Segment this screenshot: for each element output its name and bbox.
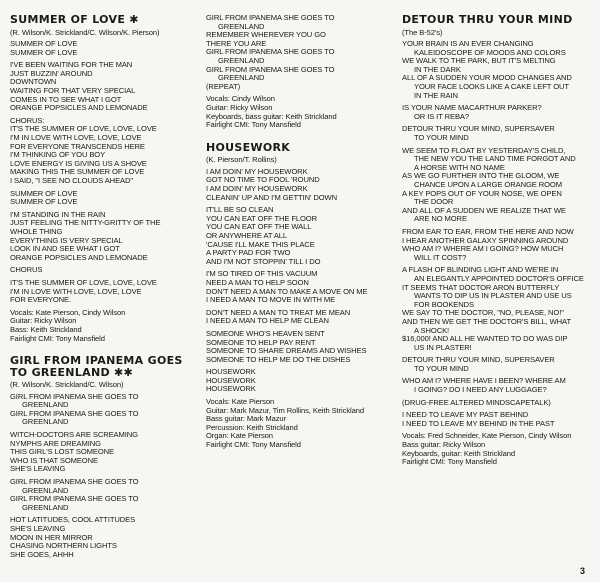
lyrics-body	[10, 393, 193, 560]
lyric-line: DETOUR THRU YOUR MIND, SUPERSAVER	[402, 124, 555, 134]
song-title: GIRL FROM IPANEMA GOES TO GREENLAND ✱✱	[10, 354, 183, 379]
lyric-line: A SHOCK!	[414, 325, 450, 335]
lyric-line: I'M IN LOVE WITH LOVE, LOVE, LOVE	[10, 133, 142, 143]
personnel-line: Vocals: Fred Schneider, Kate Pierson, Cindy Wilson	[402, 431, 572, 441]
lyric-line: HOUSEWORK	[206, 375, 256, 385]
lyric-line: WE SAY TO THE DOCTOR, "NO, PLEASE, NO!"	[402, 308, 564, 318]
song-title: SUMMER OF LOVE ✱	[10, 13, 139, 26]
song-block	[10, 14, 193, 343]
lyrics-column-3	[402, 14, 592, 467]
lyric-line: I HEAR ANOTHER GALAXY SPINNING AROUND	[402, 235, 569, 245]
lyric-line: AS WE GO FURTHER INTO THE GLOOM, WE	[402, 171, 560, 181]
lyric-line: HOT LATITUDES, COOL ATTITUDES	[10, 515, 136, 525]
personnel-line: Percussion: Keith Strickland	[206, 422, 298, 432]
lyric-line: YOUR BRAIN IS AN EVER CHANGING	[402, 39, 534, 49]
lyric-line: I NEED TO LEAVE MY BEHIND IN THE PAST	[402, 418, 555, 428]
lyric-line: DETOUR THRU YOUR MIND, SUPERSAVER	[402, 355, 555, 365]
lyric-line: CLEANIN' UP AND I'M GETTIN' DOWN	[206, 192, 337, 202]
lyric-line: SHE'S LEAVING	[10, 464, 66, 474]
lyric-line: AN ELEGANTLY APPOINTED DOCTOR'S OFFICE	[414, 273, 584, 283]
lyric-line: KALEIDOSCOPE OF MOODS AND COLORS	[414, 47, 566, 57]
songwriter-credit: (K. Pierson/T. Rollins)	[206, 155, 277, 165]
lyric-line: CHANCE UPON A LARGE ORANGE ROOM	[414, 180, 562, 189]
lyric-line: WHO AM I? WHERE HAVE I BEEN? WHERE AM	[402, 376, 566, 386]
lyric-line: GIRL FROM IPANEMA SHE GOES TO	[10, 494, 139, 504]
lyric-line: SUMMER OF LOVE	[10, 47, 78, 57]
section-spacer	[206, 130, 392, 142]
personnel-line: Keyboards, guitar: Keith Strickland	[402, 448, 515, 458]
lyric-line: THERE YOU ARE	[206, 38, 267, 48]
lyric-line: GIRL FROM IPANEMA SHE GOES TO	[206, 13, 335, 22]
personnel-line: Guitar: Ricky Wilson	[206, 102, 273, 112]
lyric-line: FOR EVERYONE TRANSCENDS HERE	[10, 141, 145, 151]
lyric-line: GREENLAND	[22, 400, 69, 410]
songwriter-credit: (The B-52's)	[402, 27, 443, 37]
lyric-line: MOON IN HER MIRROR	[10, 532, 93, 542]
lyric-line: SOMEONE TO HELP ME DO THE DISHES	[206, 354, 351, 364]
lyric-line: I'M STANDING IN THE RAIN	[10, 209, 106, 219]
personnel-line: Guitar: Ricky Wilson	[10, 316, 77, 326]
lyric-line: I'M SO TIRED OF THIS VACUUM	[206, 269, 318, 279]
personnel-line: Fairlight CMI: Tony Mansfield	[206, 440, 301, 450]
lyric-line: SHE'S LEAVING	[10, 524, 66, 533]
lyric-line: THIS GIRL'S LOST SOMEONE	[10, 447, 114, 457]
lyric-line: IT'S THE SUMMER OF LOVE, LOVE, LOVE	[10, 124, 157, 134]
lyric-line: I AM DOIN' MY HOUSEWORK	[206, 184, 308, 193]
lyric-line: GIRL FROM IPANEMA SHE GOES TO	[10, 408, 139, 418]
lyric-line: A KEY POPS OUT OF YOUR NOSE, WE OPEN	[402, 188, 562, 198]
personnel-line: Guitar: Mark Mazur, Tim Rollins, Keith Strickland	[206, 405, 364, 415]
lyric-line: IN THE RAIN	[414, 90, 458, 100]
lyric-line: CHORUS	[10, 265, 43, 275]
lyric-line: SOMEONE TO HELP PAY RENT	[206, 337, 316, 347]
song-title: DETOUR THRU YOUR MIND	[402, 13, 573, 26]
lyric-line: I'VE BEEN WAITING FOR THE MAN	[10, 60, 133, 70]
lyric-line: ORANGE POPSICLES AND LEMONADE	[10, 252, 148, 262]
lyric-line: OR ANYWHERE AT ALL	[206, 230, 288, 240]
lyric-line: TO YOUR MIND	[414, 363, 469, 373]
lyric-line: GREENLAND	[218, 21, 265, 31]
lyric-line: US IN PLASTER!	[414, 342, 472, 352]
lyric-line: FOR EVERYONE.	[10, 295, 72, 305]
personnel-line: Vocals: Kate Pierson	[206, 397, 275, 407]
personnel-line: Vocals: Kate Pierson, Cindy Wilson	[10, 307, 126, 317]
lyric-line: SOMEONE TO SHARE DREAMS AND WISHES	[206, 346, 367, 356]
lyric-line: SOMEONE WHO'S HEAVEN SENT	[206, 328, 325, 338]
personnel-line: Keyboards, bass guitar: Keith Strickland	[206, 111, 337, 121]
lyric-line: LOOK IN AND SEE WHAT I GOT	[10, 244, 120, 254]
songwriter-credit: (R. Wilson/K. Strickland/C. Wilson)	[10, 380, 124, 390]
lyric-line: IT'S THE SUMMER OF LOVE, LOVE, LOVE	[10, 277, 157, 287]
lyric-line: GREENLAND	[22, 502, 69, 512]
lyrics-body	[402, 40, 592, 428]
lyric-line: GREENLAND	[218, 55, 265, 65]
song-block	[206, 14, 392, 130]
personnel-line: Fairlight CMI: Tony Mansfield	[206, 120, 301, 130]
lyric-line: AND THEN WE GET THE DOCTOR'S BILL, WHAT	[402, 316, 571, 326]
personnel-line: Bass guitar: Ricky Wilson	[402, 440, 486, 450]
lyric-line: GOT NO TIME TO FOOL 'ROUND	[206, 175, 320, 185]
lyric-line: A FLASH OF BLINDING LIGHT AND WE'RE IN	[402, 265, 559, 275]
lyric-line: EVERYTHING IS VERY SPECIAL	[10, 235, 123, 245]
lyric-line: WHO IS THAT SOMEONE	[10, 455, 98, 465]
lyric-line: ARE NO MORE	[414, 214, 467, 224]
personnel-line: Fairlight CMI: Tony Mansfield	[10, 333, 105, 343]
song-block	[206, 130, 392, 450]
lyric-line: THE NEW YOU THE LAND TIME FORGOT AND	[414, 154, 576, 164]
lyric-line: THE DOOR	[414, 197, 454, 207]
song-title: HOUSEWORK	[206, 140, 291, 154]
lyric-line: WILL IT COST?	[414, 252, 467, 262]
lyric-line: GIRL FROM IPANEMA SHE GOES TO	[206, 64, 335, 74]
lyric-line: I'M IN LOVE WITH LOVE, LOVE, LOVE	[10, 286, 142, 296]
lyric-line: DOWNTOWN	[10, 77, 57, 87]
lyric-line: WE WALK TO THE PARK, BUT IT'S MELTING	[402, 56, 556, 66]
lyric-line: SUMMER OF LOVE	[10, 39, 78, 49]
lyric-line: I'M THINKING OF YOU BOY	[10, 150, 106, 160]
lyric-line: SUMMER OF LOVE	[10, 188, 78, 198]
lyric-line: I NEED A MAN TO MOVE IN WITH ME	[206, 295, 336, 305]
lyric-line: HOUSEWORK	[206, 384, 256, 394]
lyrics-body	[206, 168, 392, 394]
lyric-line: GREENLAND	[218, 73, 265, 83]
lyric-line: GREENLAND	[22, 417, 69, 427]
lyric-line: SHE GOES, AHHH	[10, 549, 74, 559]
lyric-line: AND I'M NOT STOPPIN' TILL I DO	[206, 256, 321, 266]
lyrics-column-2	[206, 14, 392, 450]
lyric-line: NYMPHS ARE DREAMING	[10, 438, 101, 448]
lyric-line: ALL OF A SUDDEN YOUR MOOD CHANGES AND	[402, 73, 572, 83]
personnel-line: Bass guitar: Mark Mazur	[206, 414, 286, 424]
personnel-line: Bass: Keith Strickland	[10, 324, 82, 334]
lyric-line: GIRL FROM IPANEMA SHE GOES TO	[206, 47, 335, 57]
lyric-line: WANTS TO DIP US IN PLASTER AND USE US	[414, 291, 572, 301]
lyric-line: GIRL FROM IPANEMA SHE GOES TO	[10, 391, 139, 401]
lyric-line: (DRUG-FREE ALTERED MINDSCAPETALK)	[402, 397, 551, 407]
lyric-line: A PARTY PAD FOR TWO	[206, 248, 291, 258]
lyric-line: CHASING NORTHERN LIGHTS	[10, 541, 117, 551]
lyric-line: IS YOUR NAME MACARTHUR PARKER?	[402, 103, 542, 113]
lyric-line: ORANGE POPSICLES AND LEMONADE	[10, 103, 148, 113]
lyric-line: AND ALL OF A SUDDEN WE REALIZE THAT WE	[402, 205, 566, 215]
page-number: 3	[579, 566, 585, 576]
lyrics-column-1	[10, 14, 193, 559]
lyric-line: SUMMER OF LOVE	[10, 197, 78, 207]
song-block	[10, 343, 193, 559]
lyric-line: WAITING FOR THAT VERY SPECIAL	[10, 86, 136, 96]
personnel-credits	[10, 309, 193, 343]
personnel-line: Fairlight CMI: Tony Mansfield	[402, 457, 497, 467]
song-block	[402, 14, 592, 467]
lyric-line: DON'T NEED A MAN TO MAKE A MOVE ON ME	[206, 286, 368, 296]
lyric-line: WE SEEM TO FLOAT BY YESTERDAY'S CHILD,	[402, 145, 566, 155]
lyric-line: YOU CAN EAT OFF THE WALL	[206, 222, 312, 232]
lyric-line: I AM DOIN' MY HOUSEWORK	[206, 166, 308, 176]
lyric-line: $16,000! AND ALL HE WANTED TO DO WAS DIP	[402, 334, 568, 344]
lyric-line: FOR BOOKENDS	[414, 299, 474, 309]
lyric-line: IT'LL BE SO CLEAN	[206, 205, 274, 215]
lyric-line: YOU CAN EAT OFF THE FLOOR	[206, 213, 317, 223]
lyric-line: DON'T NEED A MAN TO TREAT ME MEAN	[206, 307, 351, 317]
lyric-line: TO YOUR MIND	[414, 133, 469, 143]
lyric-line: I NEED TO LEAVE MY PAST BEHIND	[402, 410, 529, 420]
personnel-line: Organ: Kate Pierson	[206, 431, 273, 441]
songwriter-credit: (R. Wilson/K. Strickland/C. Wilson/K. Pierson)	[10, 27, 160, 37]
lyric-line: 'CAUSE I'LL MAKE THIS PLACE	[206, 239, 315, 249]
lyric-line: MAKING THIS THE SUMMER OF LOVE	[10, 167, 145, 177]
personnel-credits	[402, 432, 592, 466]
lyric-line: OR IS IT REBA?	[414, 111, 470, 121]
lyric-line: GREENLAND	[22, 485, 69, 495]
lyric-line: CHORUS:	[10, 115, 45, 125]
lyric-line: I NEED A MAN TO HELP ME CLEAN	[206, 316, 329, 326]
lyric-line: WITCH-DOCTORS ARE SCREAMING	[10, 430, 138, 440]
personnel-credits	[206, 95, 392, 129]
lyric-line: IN THE DARK	[414, 64, 461, 74]
lyric-line: FROM EAR TO EAR, FROM THE HERE AND NOW	[402, 226, 574, 236]
lyric-line: COMES IN TO SEE WHAT I GOT	[10, 94, 122, 104]
lyric-line: GIRL FROM IPANEMA SHE GOES TO	[10, 477, 139, 487]
lyrics-body	[10, 40, 193, 305]
lyric-line: (REPEAT)	[206, 81, 241, 91]
lyric-line: NEED A MAN TO HELP SOON	[206, 277, 309, 287]
lyric-line: IT SEEMS THAT DOCTOR ARON BUTTERFLY	[402, 282, 560, 292]
lyric-line: JUST BUZZIN' AROUND	[10, 68, 93, 78]
personnel-credits	[206, 398, 392, 450]
lyric-line: YOUR FACE LOOKS LIKE A CAKE LEFT OUT	[414, 82, 569, 92]
lyric-line: REMEMBER WHEREVER YOU GO	[206, 30, 326, 40]
lyric-line: I SAID, "I SEE NO CLOUDS AHEAD"	[10, 176, 133, 185]
lyric-line: I GOING? DO I NEED ANY LUGGAGE?	[414, 385, 547, 395]
lyrics-body	[206, 14, 392, 91]
lyric-line: A HORSE WITH NO NAME	[414, 162, 505, 172]
lyric-line: HOUSEWORK	[206, 367, 256, 377]
personnel-line: Vocals: Cindy Wilson	[206, 94, 275, 104]
lyric-line: WHO AM I? WHERE AM I GOING? HOW MUCH	[402, 244, 564, 254]
lyric-line: WHOLE THING	[10, 226, 63, 236]
lyric-line: JUST FEELING THE NITTY-GRITTY OF THE	[10, 218, 161, 228]
lyric-line: LOVE ENERGY IS GIVING US A SHOVE	[10, 158, 147, 168]
